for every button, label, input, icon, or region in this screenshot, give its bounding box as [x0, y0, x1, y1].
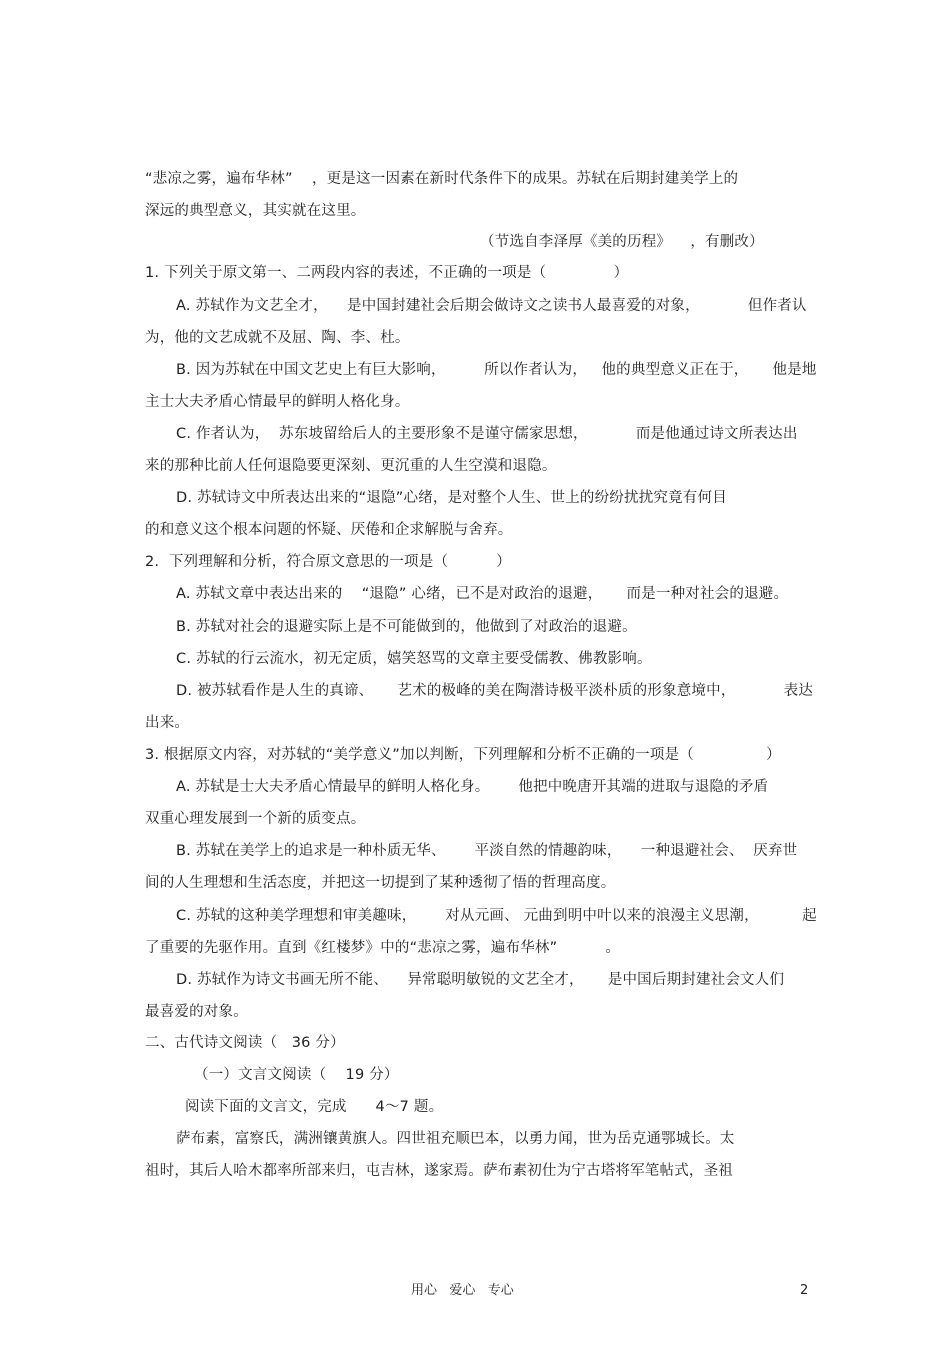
question-3: 3. 根据原文内容，对苏轼的“美学意义”加以判断，下列理解和分析不正确的一项是（ ） [145, 747, 781, 763]
text-line: 了重要的先驱作用。直到《红楼梦》中的“悲凉之雾，遍布华林” 。 [145, 940, 621, 956]
text-line: 深远的典型意义，其实就在这里。 [145, 203, 366, 219]
section-heading: 二、古代诗文阅读（ 36 分） [145, 1035, 345, 1051]
footer-text: 用心 爱心 专心 [411, 1283, 514, 1298]
text-line: 最喜爱的对象。 [145, 1004, 248, 1020]
text-line: 双重心理发展到一个新的质变点。 [145, 811, 366, 827]
option-2b: B. 苏轼对社会的退避实际上是不可能做到的，他做到了对政治的退避。 [176, 619, 637, 635]
option-3a: A. 苏轼是士大夫矛盾心情最早的鲜明人格化身。 他把中晚唐开其端的进取与退隐的矛盾 [176, 779, 769, 795]
subsection-heading: （一）文言文阅读（ 19 分） [194, 1067, 399, 1083]
passage-line: 祖时，其后人哈木都率所部来归，屯吉林，遂家焉。萨布素初仕为宁古塔将军笔帖式，圣祖 [145, 1163, 733, 1179]
question-1: 1. 下列关于原文第一、二两段内容的表述，不正确的一项是（ ） [145, 265, 629, 281]
option-3c: C. 苏轼的这种美学理想和审美趣味， 对从元画、 元曲到明中叶以来的浪漫主义思潮， 起 [176, 908, 817, 924]
text-line: 为，他的文艺成就不及屈、陶、李、杜。 [145, 330, 410, 346]
option-1b: B. 因为苏轼在中国文艺史上有巨大影响， 所以作者认为， 他的典型意义正在于， 他是地 [176, 362, 817, 378]
option-1c: C. 作者认为， 苏东坡留给后人的主要形象不是谨守儒家思想， 而是他通过诗文所表达出 [176, 426, 798, 442]
option-3b: B. 苏轼在美学上的追求是一种朴质无华、 平淡自然的情趣韵味， 一种退避社会、 厌弃世 [176, 843, 798, 859]
option-2c: C. 苏轼的行云流水，初无定质，嬉笑怒骂的文章主要受儒教、佛教影响。 [176, 651, 652, 667]
source-citation: （节选自李泽厚《美的历程》 ，有删改） [480, 234, 764, 250]
text-line: 主士大夫矛盾心情最早的鲜明人格化身。 [145, 394, 410, 410]
instruction-line: 阅读下面的文言文，完成 4～7 题。 [185, 1099, 444, 1115]
page-number: 2 [800, 1283, 809, 1298]
text-line: 来的那种比前人任何退隐要更深刻、更沉重的人生空漠和退隐。 [145, 458, 557, 474]
question-2: 2. 下列理解和分析，符合原文意思的一项是（ ） [145, 554, 511, 570]
text-line: 的和意义这个根本问题的怀疑、厌倦和企求解脱与舍弃。 [145, 522, 513, 538]
option-1a: A. 苏轼作为文艺全才， 是中国封建社会后期会做诗文之读书人最喜爱的对象， 但作者认 [176, 298, 807, 314]
text-line: “悲凉之雾，遍布华林” ，更是这一因素在新时代条件下的成果。苏轼在后期封建美学上的 [145, 171, 739, 187]
option-1d: D. 苏轼诗文中所表达出来的“退隐”心绪，是对整个人生、世上的纷纷扰扰究竟有何目 [176, 490, 727, 506]
text-line: 间的人生理想和生活态度，并把这一切提到了某种透彻了悟的哲理高度。 [145, 875, 616, 891]
option-2a: A. 苏轼文章中表达出来的 “退隐” 心绪，已不是对政治的退避， 而是一种对社会的退避。 [176, 586, 789, 602]
passage-line: 萨布素，富察氏，满洲镶黄旗人。四世祖充顺巴本，以勇力闻，世为岳克通鄂城长。太 [176, 1131, 735, 1147]
option-3d: D. 苏轼作为诗文书画无所不能、 异常聪明敏锐的文艺全才， 是中国后期封建社会文人们 [176, 972, 785, 988]
option-2d: D. 被苏轼看作是人生的真谛、 艺术的极峰的美在陶潜诗极平淡朴质的形象意境中， 表达 [176, 683, 814, 699]
text-line: 出来。 [145, 715, 190, 731]
